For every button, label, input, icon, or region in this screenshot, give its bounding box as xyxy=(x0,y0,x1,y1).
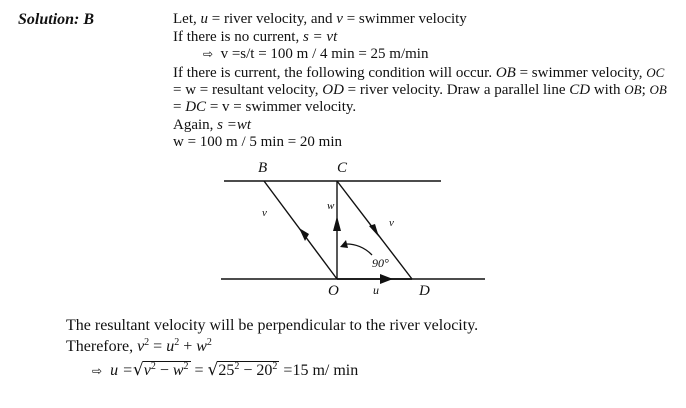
para-l3-dc: DC xyxy=(185,99,207,115)
rad2-minus: − xyxy=(239,362,257,379)
para-l1-a: If there is current, the following condition will occur. xyxy=(173,65,496,81)
rad1-v: v xyxy=(143,362,151,379)
therefore-w: w xyxy=(196,338,207,355)
line2-pre: If there is no current, xyxy=(173,29,303,45)
therefore-plus: + xyxy=(179,338,197,355)
para-l2-ob2: OB xyxy=(649,82,667,97)
radical-1 xyxy=(143,361,191,379)
para-l2-d: ; xyxy=(641,82,650,98)
label-O: O xyxy=(328,283,339,299)
exp-w: 2 xyxy=(206,337,212,348)
label-u: u xyxy=(373,283,379,297)
label-D: D xyxy=(419,283,430,299)
para-l1-b: = swimmer velocity, xyxy=(515,65,647,81)
para-l3-a: = xyxy=(173,99,186,115)
again-pre: Again, xyxy=(173,117,218,133)
line1-post: = swimmer velocity xyxy=(342,11,467,27)
again-eq: s =wt xyxy=(217,117,252,133)
perpendicular-statement: The resultant velocity will be perpendicular to the river velocity. xyxy=(66,317,479,334)
label-w: w xyxy=(327,200,335,212)
label-v-right: v xyxy=(389,217,394,229)
exp-v: 2 xyxy=(144,337,150,348)
arrow-right-icon: ⇨ xyxy=(92,364,103,378)
final-eq: = xyxy=(194,362,204,379)
rad1-exp-w: 2 xyxy=(183,361,189,372)
line1-mid: = river velocity, and xyxy=(208,11,337,27)
arrow-od-head xyxy=(380,274,393,284)
label-v-left: v xyxy=(262,207,267,219)
therefore-line xyxy=(66,337,212,356)
arrow-oc-head xyxy=(333,216,341,231)
rad1-exp-v: 2 xyxy=(150,361,156,372)
rad2-exp-b: 2 xyxy=(272,361,278,372)
final-result: =15 m/ min xyxy=(283,362,359,379)
line3-text: v =s/t = 100 m / 4 min = 25 m/min xyxy=(220,46,429,62)
rad1-w: w xyxy=(172,362,184,379)
line1-pre: Let, xyxy=(173,11,201,27)
para-l2-a: = w = resultant velocity, xyxy=(173,82,323,98)
para-l3-b: = v = swimmer velocity. xyxy=(206,99,357,115)
var-v: v xyxy=(336,11,343,27)
para-l2-b: = river velocity. Draw a parallel line xyxy=(343,82,570,98)
therefore-eq: = xyxy=(149,338,167,355)
angle-arrow-head xyxy=(340,240,348,248)
arrow-right-icon: ⇨ xyxy=(203,47,214,61)
final-lhs: u = xyxy=(110,362,133,379)
para-l2-c: with xyxy=(590,82,625,98)
resultant-speed-line: w = 100 m / 5 min = 20 min xyxy=(173,134,343,150)
var-u: u xyxy=(200,11,208,27)
therefore-v: v xyxy=(137,338,145,355)
para-l1-ob: OB xyxy=(495,65,516,81)
therefore-pre: Therefore, xyxy=(66,338,138,355)
therefore-u: u xyxy=(166,338,175,355)
para-l2-cd: CD xyxy=(569,82,591,98)
final-calculation-line xyxy=(92,361,358,381)
line2-eq: s = vt xyxy=(302,29,338,45)
para-l2-ob: OB xyxy=(624,82,642,97)
label-B: B xyxy=(258,160,268,176)
solution-label: Solution: B xyxy=(18,11,95,28)
para-l1-oc: OC xyxy=(646,65,665,80)
rad2-a: 25 xyxy=(218,362,235,379)
rad2-exp-a: 2 xyxy=(234,361,240,372)
radical-2 xyxy=(217,361,279,379)
sqrt-icon: √ xyxy=(207,360,219,380)
rad2-b: 20 xyxy=(256,362,273,379)
para-l2-od: OD xyxy=(322,82,344,98)
label-angle: 90° xyxy=(372,256,389,270)
rad1-minus: − xyxy=(155,362,173,379)
sqrt-icon: √ xyxy=(132,360,144,380)
label-C: C xyxy=(337,160,348,176)
arrow-cd-head xyxy=(369,224,379,237)
angle-arc xyxy=(345,244,372,255)
exp-u: 2 xyxy=(174,337,180,348)
